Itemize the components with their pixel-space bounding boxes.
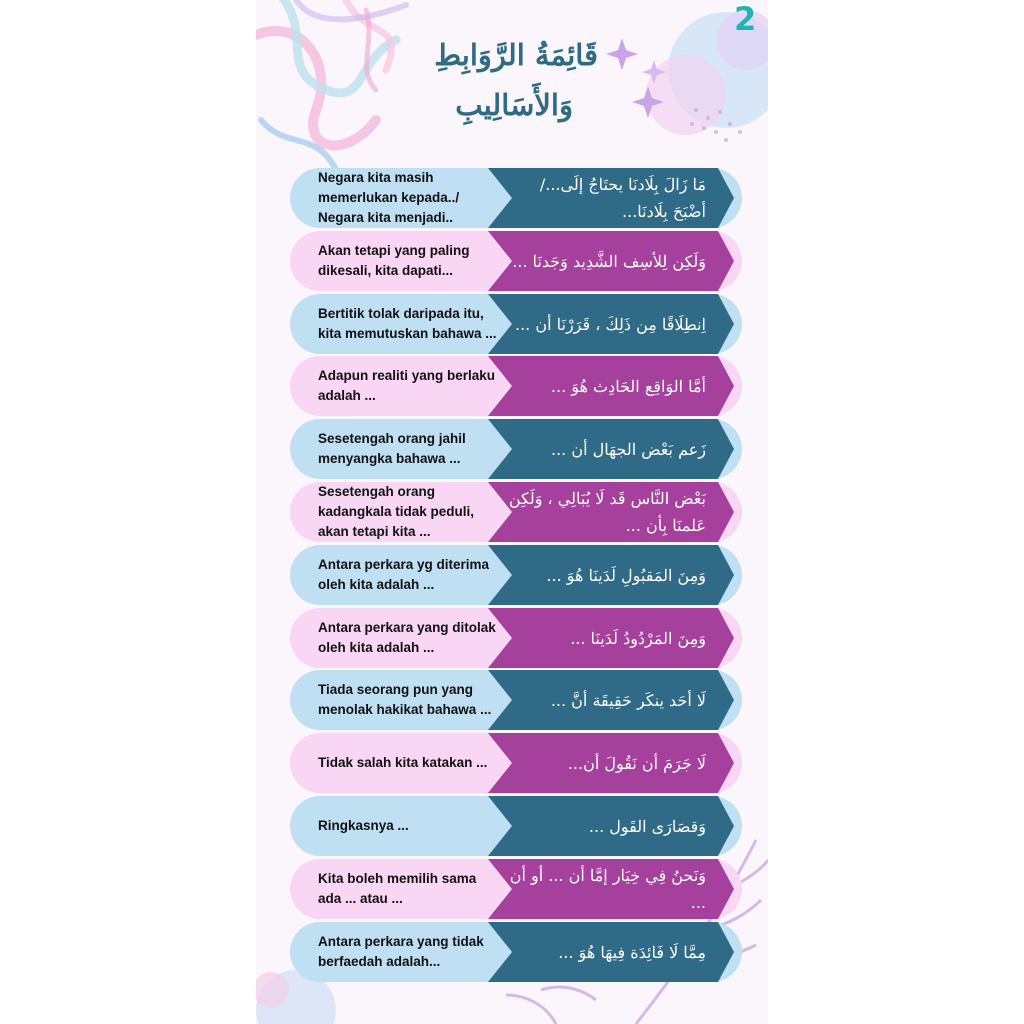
phrase-row (290, 922, 742, 982)
arabic-phrase (506, 545, 706, 605)
arabic-phrase (506, 608, 706, 668)
arabic-phrase-text: وَمِنَ المَرْدُودُ لَدَينَا ... (570, 628, 706, 648)
malay-phrase: Tiada seorang pun yang menolak hakikat bahawa ... (318, 682, 492, 717)
arabic-phrase-text: بَعْض النَّاس قَد لَا يُبَالِي ، وَلَكِن عَلمنَا بِأن ... (508, 489, 706, 535)
phrase-row (290, 168, 742, 228)
phrase-row (290, 796, 742, 856)
malay-phrase: Antara perkara yang tidak berfaedah adalah... (318, 934, 484, 969)
phrase-row (290, 733, 742, 793)
phrase-row (290, 859, 742, 919)
arabic-phrase-text: وَقصَارَى القَول ... (588, 816, 706, 836)
arabic-phrase-text: وَلَكِن لِلأسِف الشَّدِيد وَجَدنَا ... (512, 251, 706, 271)
arabic-phrase (506, 419, 706, 479)
malay-phrase: Negara kita masih memerlukan kepada../ Negara kita menjadi.. (318, 170, 460, 225)
arabic-phrase (506, 670, 706, 730)
phrase-row (290, 545, 742, 605)
arabic-phrase-text: مَا زَالَ بِلَادنَا يحتَاجُ إلَى.../ أضْبَحَ بِلَادنَا... (539, 175, 706, 221)
page-number: 2 (734, 0, 757, 38)
arabic-phrase-text: أمَّا الوَاقِع الحَادِث هُوَ ... (550, 376, 706, 396)
arabic-phrase-text: مِمَّا لَا فَائِدَة فِيهَا هُوَ ... (558, 942, 706, 962)
phrase-row (290, 419, 742, 479)
malay-phrase: Tidak salah kita katakan ... (318, 755, 488, 770)
malay-phrase: Sesetengah orang jahil menyangka bahawa ... (318, 431, 466, 466)
arabic-phrase-text: وَنَحنُ فِي خِيَار إمَّا أن ... أو أن ... (509, 866, 706, 912)
infographic-card (256, 0, 768, 1024)
phrase-row (290, 670, 742, 730)
phrase-row (290, 294, 742, 354)
phrase-row (290, 608, 742, 668)
arabic-phrase-text: زَعم بَعْض الجهَال أن ... (550, 439, 706, 459)
page-title-line-2: وَالأَسَالِيبِ (455, 88, 573, 122)
arabic-phrase (506, 231, 706, 291)
page-title-line-1: قَائِمَةُ الرَّوَابِطِ (434, 38, 598, 72)
malay-phrase: Ringkasnya ... (318, 818, 409, 833)
phrase-row (290, 482, 742, 542)
arabic-phrase (506, 922, 706, 982)
arabic-phrase-text: لَا جَرَمَ أن نَقُولَ أن... (567, 753, 706, 773)
arabic-phrase (506, 294, 706, 354)
malay-phrase: Bertitik tolak daripada itu, kita memutuskan bahawa ... (318, 306, 497, 341)
arabic-phrase-text: لَا أحَد ينكَر حَقِيقَة أنَّ ... (550, 690, 706, 710)
arabic-phrase (506, 482, 706, 542)
phrase-row (290, 231, 742, 291)
arabic-phrase (506, 356, 706, 416)
malay-phrase: Sesetengah orang kadangkala tidak peduli, akan tetapi kita ... (318, 484, 475, 539)
malay-phrase: Akan tetapi yang paling dikesali, kita dapati... (318, 243, 470, 278)
malay-phrase: Antara perkara yang ditolak oleh kita adalah ... (318, 620, 496, 655)
arabic-phrase (506, 796, 706, 856)
phrase-row (290, 356, 742, 416)
ribbon-swirls (256, 0, 406, 170)
malay-phrase: Adapun realiti yang berlaku adalah ... (318, 368, 496, 403)
arabic-phrase (506, 168, 706, 228)
malay-phrase: Kita boleh memilih sama ada ... atau ... (318, 871, 477, 906)
arabic-phrase-text: وَمِنَ المَقبُولِ لَدَينَا هُوَ ... (546, 565, 706, 585)
arabic-phrase (506, 733, 706, 793)
arabic-phrase (506, 859, 706, 919)
arabic-phrase-text: اِنطِلَاقًا مِن ذَلِكَ ، قَرَرْنَا أن ... (515, 314, 706, 334)
malay-phrase: Antara perkara yg diterima oleh kita adalah ... (318, 557, 490, 592)
